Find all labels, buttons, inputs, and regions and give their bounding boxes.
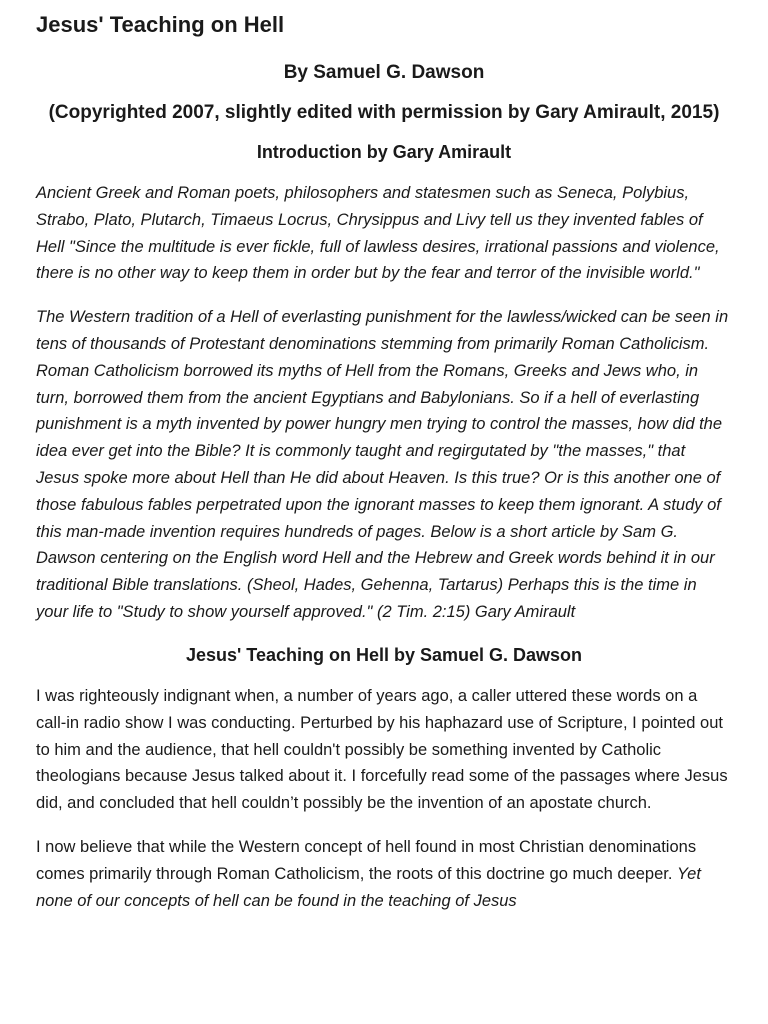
article-paragraph-2 <box>36 834 732 914</box>
byline: By Samuel G. Dawson <box>283 62 485 84</box>
copyright-notice: (Copyrighted 2007, slightly edited with permission by Gary Amirault, 2015) <box>48 102 720 124</box>
article-paragraph-2-text: I now believe that while the Western concept of hell found in most Christian denominations comes primarily through Roman Catholicism, the roots of this doctrine go much deeper. <box>36 838 697 883</box>
article-heading: Jesus' Teaching on Hell by Samuel G. Dawson <box>185 644 583 665</box>
intro-heading: Introduction by Gary Amirault <box>256 141 512 162</box>
article-paragraph-1: I was righteously indignant when, a number of years ago, a caller uttered these words on a call-in radio show I was conducting. Perturbed by his haphazard use of Scripture, I pointed out to him and the audience, that hell couldn't possibly be something invented by Catholic theologians because Jesus talked about it. I forcefully read some of the passages where Jesus did, and concluded that hell couldn’t possibly be the invention of an apostate church. <box>36 687 728 813</box>
article-paragraph-2-emphasis: Yet none of our concepts of hell can be found in the teaching of Jesus <box>36 864 701 910</box>
intro-paragraph-2: The Western tradition of a Hell of everlasting punishment for the lawless/wicked can be seen in tens of thousands of Protestant denominations stemming from primarily Roman Catholicism. Roman Catholicism borrowed its myths of Hell from the Romans, Greeks and Jews who, in turn, borrowed them from the ancient Egyptians and Babylonians. So if a hell of everlasting punishment is a myth invented by power hungry men trying to control the masses, how did the idea ever get into the Bible? It is commonly taught and regirgutated by "the masses," that Jesus spoke more about Hell than He did about Heaven. Is this true? Or is this another one of those fabulous fables perpetrated upon the ignorant masses to keep them ignorant. A study of this man-made invention requires hundreds of pages. Below is a short article by Sam G. Dawson centering on the English word Hell and the Hebrew and Greek words behind it in our traditional Bible translations. (Sheol, Hades, Gehenna, Tartarus) Perhaps this is the time in your life to "Study to show yourself approved." (2 Tim. 2:15) Gary Amirault <box>36 308 729 621</box>
page-title: Jesus' Teaching on Hell <box>36 12 285 37</box>
intro-paragraph-1: Ancient Greek and Roman poets, philosophers and statesmen such as Seneca, Polybius, Strabo, Plato, Plutarch, Timaeus Locrus, Chrysippus and Livy tell us they invented fables of Hell "Since the multitude is ever fickle, full of lawless desires, irrational passions and violence, there is no other way to keep them in order but by the fear and terror of the invisible world." <box>36 183 720 283</box>
